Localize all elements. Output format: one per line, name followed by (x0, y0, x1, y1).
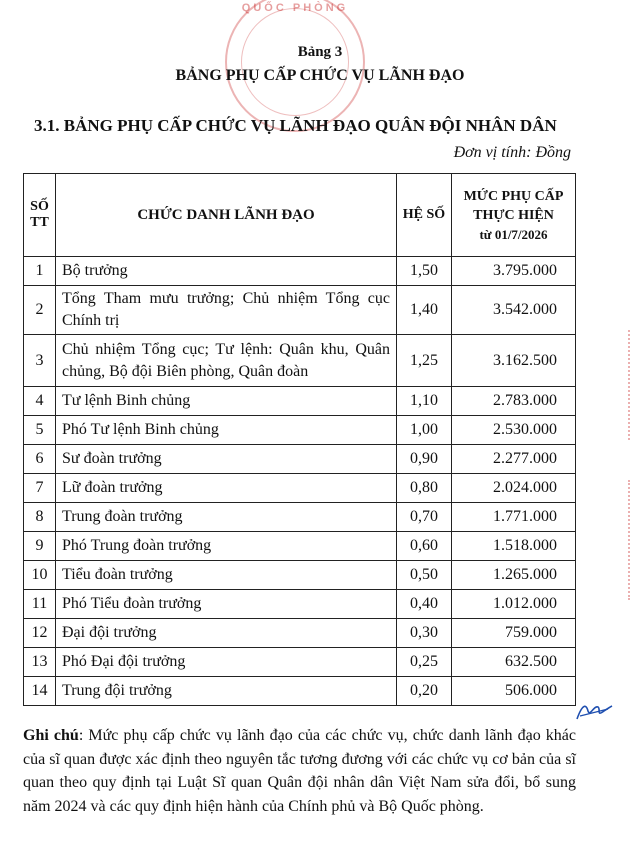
row-coef: 0,25 (397, 648, 452, 677)
table-row (24, 590, 576, 619)
row-title: Tổng Tham mưu trưởng; Chủ nhiệm Tổng cục Chính trị (56, 286, 397, 335)
row-stt: 2 (24, 286, 56, 335)
table-row (24, 387, 576, 416)
row-stt: 5 (24, 416, 56, 445)
table-row (24, 257, 576, 286)
row-coef: 0,70 (397, 503, 452, 532)
allowance-table (23, 173, 576, 706)
row-stt: 13 (24, 648, 56, 677)
side-stamp-mark (628, 330, 640, 440)
table-row (24, 619, 576, 648)
row-stt: 4 (24, 387, 56, 416)
row-coef: 0,40 (397, 590, 452, 619)
header-amount-date: từ 01/7/2026 (479, 226, 548, 242)
row-coef: 0,60 (397, 532, 452, 561)
row-coef: 0,80 (397, 474, 452, 503)
row-title: Phó Tư lệnh Binh chủng (56, 416, 397, 445)
row-coef: 1,00 (397, 416, 452, 445)
note (23, 724, 576, 818)
row-stt: 9 (24, 532, 56, 561)
header-title: CHỨC DANH LÃNH ĐẠO (56, 174, 397, 257)
row-title: Chủ nhiệm Tổng cục; Tư lệnh: Quân khu, Quân chủng, Bộ đội Biên phòng, Quân đoàn (56, 335, 397, 387)
header-coef: HỆ SỐ (397, 174, 452, 257)
side-stamp-mark-lower (628, 480, 640, 600)
row-stt: 14 (24, 677, 56, 706)
row-amount: 2.530.000 (452, 416, 576, 445)
row-amount: 3.162.500 (452, 335, 576, 387)
table-row (24, 503, 576, 532)
header-amount (452, 174, 576, 257)
unit-label: Đơn vị tính: Đồng (453, 144, 571, 161)
row-stt: 10 (24, 561, 56, 590)
table-row (24, 648, 576, 677)
section-title: 3.1. BẢNG PHỤ CẤP CHỨC VỤ LÃNH ĐẠO QUÂN ĐỘI NHÂN DÂN (34, 116, 557, 135)
row-title: Bộ trưởng (56, 257, 397, 286)
note-label: Ghi chú (23, 727, 79, 744)
row-amount: 2.783.000 (452, 387, 576, 416)
row-title: Phó Trung đoàn trưởng (56, 532, 397, 561)
row-amount: 3.795.000 (452, 257, 576, 286)
row-title: Trung đoàn trưởng (56, 503, 397, 532)
row-stt: 11 (24, 590, 56, 619)
row-amount: 759.000 (452, 619, 576, 648)
seal-text: QUỐC PHÒNG (241, 2, 349, 14)
row-amount: 3.542.000 (452, 286, 576, 335)
official-seal (225, 0, 365, 132)
row-stt: 3 (24, 335, 56, 387)
row-amount: 506.000 (452, 677, 576, 706)
row-coef: 0,20 (397, 677, 452, 706)
row-amount: 1.265.000 (452, 561, 576, 590)
table-label: Bảng 3 (297, 44, 343, 60)
table-row (24, 474, 576, 503)
table-row (24, 532, 576, 561)
row-stt: 8 (24, 503, 56, 532)
table-body (24, 257, 576, 706)
row-amount: 2.277.000 (452, 445, 576, 474)
row-coef: 0,90 (397, 445, 452, 474)
row-amount: 632.500 (452, 648, 576, 677)
signature-mark (574, 699, 614, 723)
header-stt: SỐ TT (24, 174, 56, 257)
row-amount: 2.024.000 (452, 474, 576, 503)
table-row (24, 335, 576, 387)
row-title: Tiểu đoàn trưởng (56, 561, 397, 590)
table-row (24, 416, 576, 445)
row-title: Sư đoàn trưởng (56, 445, 397, 474)
row-title: Phó Tiểu đoàn trưởng (56, 590, 397, 619)
table-row (24, 286, 576, 335)
row-title: Trung đội trưởng (56, 677, 397, 706)
row-title: Tư lệnh Binh chủng (56, 387, 397, 416)
row-amount: 1.012.000 (452, 590, 576, 619)
table-row (24, 677, 576, 706)
row-title: Lữ đoàn trưởng (56, 474, 397, 503)
row-amount: 1.518.000 (452, 532, 576, 561)
note-text: : Mức phụ cấp chức vụ lãnh đạo của các chức vụ, chức danh lãnh đạo khác của sĩ quan được xác định theo nguyên tắc tương đương với các chức vụ cơ bản của sĩ quan theo quy định tại Luật Sĩ quan Quân đội nhân dân Việt Nam sửa đổi, bổ sung năm 2024 và các quy định hiện hành của Chính phủ và Bộ Quốc phòng. (23, 727, 577, 815)
page-title: BẢNG PHỤ CẤP CHỨC VỤ LÃNH ĐẠO (175, 67, 465, 84)
row-title: Đại đội trưởng (56, 619, 397, 648)
row-amount: 1.771.000 (452, 503, 576, 532)
row-title: Phó Đại đội trưởng (56, 648, 397, 677)
table-header-row (24, 174, 576, 257)
row-stt: 7 (24, 474, 56, 503)
row-coef: 1,10 (397, 387, 452, 416)
row-coef: 1,25 (397, 335, 452, 387)
row-coef: 0,30 (397, 619, 452, 648)
table-row (24, 561, 576, 590)
row-stt: 6 (24, 445, 56, 474)
row-coef: 1,50 (397, 257, 452, 286)
row-coef: 1,40 (397, 286, 452, 335)
header-amount-label: MỨC PHỤ CẤP THỰC HIỆN (463, 188, 564, 223)
row-coef: 0,50 (397, 561, 452, 590)
table-row (24, 445, 576, 474)
row-stt: 12 (24, 619, 56, 648)
row-stt: 1 (24, 257, 56, 286)
